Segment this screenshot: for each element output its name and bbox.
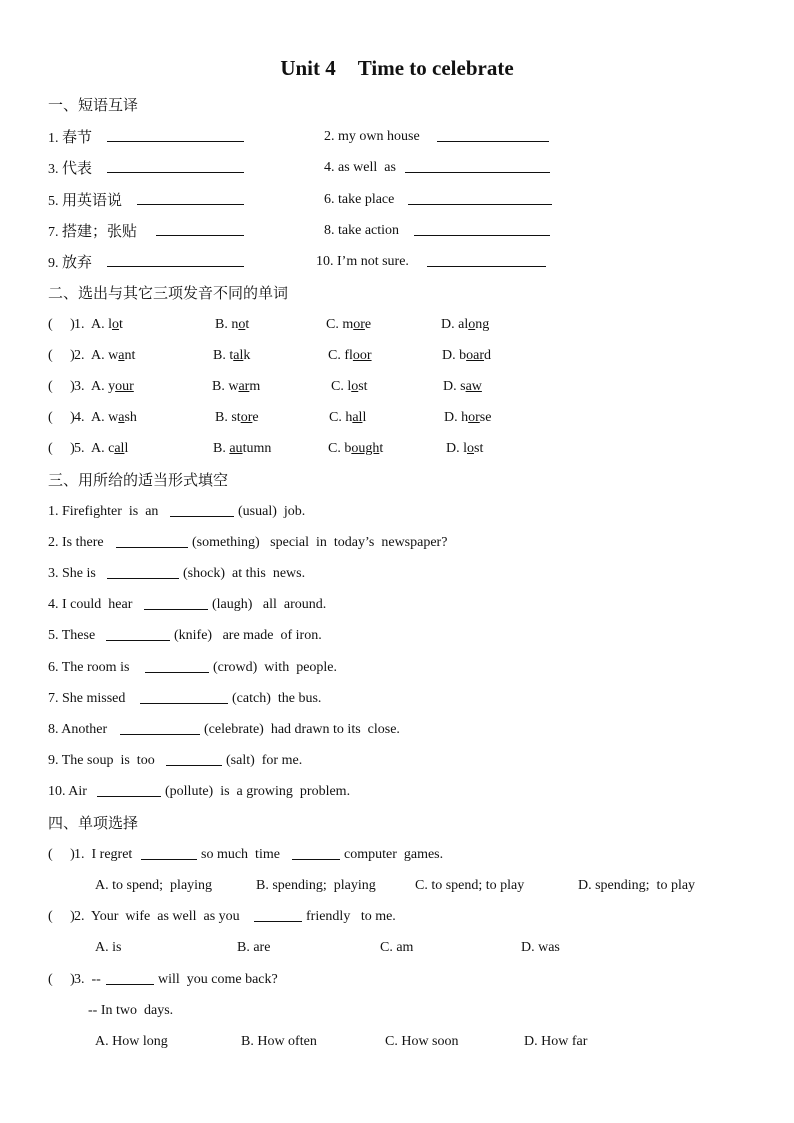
option-b: B. store — [215, 410, 259, 425]
option-a: A. your — [91, 379, 134, 394]
phrase-number: 1. — [48, 131, 59, 146]
answer-blank[interactable] — [120, 720, 200, 735]
answer-blank[interactable] — [427, 252, 546, 267]
fill-text: 2. Is there — [48, 535, 104, 550]
answer-blank[interactable] — [414, 221, 550, 236]
fill-hint: (laugh) all around. — [212, 597, 327, 612]
option-a[interactable]: A. How long — [95, 1034, 168, 1049]
answer-blank[interactable] — [170, 502, 234, 517]
mc-stem — [0, 970, 794, 994]
option-c: C. bought — [328, 441, 384, 456]
fill-hint: (pollute) is a growing problem. — [165, 784, 351, 799]
option-c: C. hall — [329, 410, 367, 425]
pronunciation-row — [0, 377, 794, 401]
answer-blank[interactable] — [107, 564, 179, 579]
answer-blank[interactable] — [106, 970, 154, 985]
answer-blank[interactable] — [141, 845, 197, 860]
phrase-text: 搭建；张贴 — [62, 222, 138, 240]
phrase-number: 6. — [324, 192, 335, 207]
option-d: D. board — [442, 348, 492, 363]
question-number: 4. — [74, 410, 85, 425]
fill-item — [0, 689, 794, 713]
option-c: C. lost — [331, 379, 368, 394]
stem-text: will you come back? — [158, 972, 278, 987]
option-c[interactable]: C. to spend; to play — [415, 878, 525, 893]
answer-blank[interactable] — [405, 158, 550, 173]
phrase-number: 7. — [48, 225, 59, 240]
pronunciation-row — [0, 408, 794, 432]
option-b[interactable]: B. How often — [241, 1034, 317, 1049]
phrase-text: my own house — [338, 129, 420, 144]
option-a: A. lot — [91, 317, 123, 332]
fill-item — [0, 720, 794, 744]
answer-paren[interactable]: ( ) — [48, 441, 75, 456]
section-heading-1: 一、短语互译 — [48, 96, 139, 114]
answer-blank[interactable] — [106, 626, 170, 641]
option-d: D. saw — [443, 379, 482, 394]
fill-item — [0, 782, 794, 806]
unit-label: Unit 4 — [280, 56, 336, 80]
phrase-number: 10. — [316, 254, 334, 269]
answer-blank[interactable] — [137, 190, 244, 205]
question-number: 3. — [74, 379, 85, 394]
stem-text: friendly to me. — [306, 909, 396, 924]
phrase-text: take action — [338, 223, 400, 238]
fill-item — [0, 564, 794, 588]
dialogue-answer: -- In two days. — [88, 1003, 174, 1018]
mc-options — [0, 938, 794, 962]
option-a[interactable]: A. is — [95, 940, 122, 955]
fill-item — [0, 502, 794, 526]
mc-options — [0, 1032, 794, 1056]
option-c[interactable]: C. How soon — [385, 1034, 459, 1049]
question-number: 5. — [74, 441, 85, 456]
phrase-row — [0, 190, 794, 214]
stem-text: 3. -- — [74, 972, 101, 987]
mc-answer-line — [0, 1001, 794, 1025]
fill-hint: (celebrate) had drawn to its close. — [204, 722, 400, 737]
answer-blank[interactable] — [254, 907, 302, 922]
fill-text: 7. She missed — [48, 691, 126, 706]
fill-text: 1. Firefighter is an — [48, 504, 159, 519]
answer-blank[interactable] — [107, 127, 244, 142]
fill-text: 8. Another — [48, 722, 108, 737]
answer-paren[interactable]: ( ) — [48, 972, 75, 987]
phrase-number: 3. — [48, 162, 59, 177]
answer-blank[interactable] — [116, 533, 188, 548]
phrase-row — [0, 127, 794, 151]
stem-text: so much time — [201, 847, 280, 862]
phrase-row — [0, 221, 794, 245]
section-heading-4: 四、单项选择 — [48, 814, 139, 832]
answer-blank[interactable] — [140, 689, 228, 704]
unit-name: Time to celebrate — [357, 56, 514, 80]
phrase-number: 2. — [324, 129, 335, 144]
answer-paren[interactable]: ( ) — [48, 379, 75, 394]
pronunciation-row — [0, 439, 794, 463]
answer-blank[interactable] — [437, 127, 549, 142]
option-b: B. talk — [213, 348, 251, 363]
fill-text: 10. Air — [48, 784, 87, 799]
phrase-row — [0, 158, 794, 182]
phrase-text: 用英语说 — [62, 191, 123, 209]
fill-item — [0, 626, 794, 650]
answer-blank[interactable] — [408, 190, 552, 205]
question-number: 1. — [74, 317, 85, 332]
answer-blank[interactable] — [107, 252, 244, 267]
page-title — [0, 56, 794, 81]
answer-paren[interactable]: ( ) — [48, 317, 75, 332]
section-heading-3: 三、用所给的适当形式填空 — [48, 471, 229, 489]
option-a: A. wash — [91, 410, 137, 425]
answer-paren[interactable]: ( ) — [48, 348, 75, 363]
answer-blank[interactable] — [292, 845, 340, 860]
fill-hint: (knife) are made of iron. — [174, 628, 322, 643]
phrase-text: as well as — [338, 160, 396, 175]
phrase-row — [0, 252, 794, 276]
option-a[interactable]: A. to spend; playing — [95, 878, 213, 893]
stem-text: 1. I regret — [74, 847, 133, 862]
option-b[interactable]: B. are — [237, 940, 271, 955]
fill-hint: (catch) the bus. — [232, 691, 322, 706]
mc-stem — [0, 845, 794, 869]
fill-hint: (something) special in today’s newspaper? — [192, 535, 448, 550]
fill-text: 6. The room is — [48, 660, 130, 675]
option-d[interactable]: D. spending; to play — [578, 878, 696, 893]
option-b: B. warm — [212, 379, 261, 394]
answer-paren[interactable]: ( ) — [48, 909, 75, 924]
fill-text: 4. I could hear — [48, 597, 133, 612]
fill-hint: (crowd) with people. — [213, 660, 338, 675]
answer-blank[interactable] — [144, 595, 208, 610]
answer-blank[interactable] — [145, 658, 209, 673]
stem-text: computer games. — [344, 847, 444, 862]
option-b: B. autumn — [213, 441, 272, 456]
option-a: A. call — [91, 441, 129, 456]
option-d[interactable]: D. was — [521, 940, 560, 955]
phrase-text: I’m not sure. — [337, 254, 409, 269]
answer-blank[interactable] — [107, 158, 244, 173]
option-d: D. along — [441, 317, 490, 332]
fill-hint: (salt) for me. — [226, 753, 303, 768]
answer-paren[interactable]: ( ) — [48, 410, 75, 425]
phrase-number: 9. — [48, 256, 59, 271]
option-d: D. horse — [444, 410, 492, 425]
option-d[interactable]: D. How far — [524, 1034, 588, 1049]
fill-item — [0, 658, 794, 682]
phrase-number: 8. — [324, 223, 335, 238]
fill-text: 3. She is — [48, 566, 96, 581]
mc-options — [0, 876, 794, 900]
option-c: C. more — [326, 317, 372, 332]
phrase-number: 5. — [48, 194, 59, 209]
phrase-text: 放弃 — [62, 253, 93, 271]
phrase-text: take place — [338, 192, 395, 207]
option-c[interactable]: C. am — [380, 940, 414, 955]
fill-text: 5. These — [48, 628, 96, 643]
answer-blank[interactable] — [156, 221, 244, 236]
fill-hint: (shock) at this news. — [183, 566, 306, 581]
fill-item — [0, 595, 794, 619]
fill-hint: (usual) job. — [238, 504, 306, 519]
phrase-number: 4. — [324, 160, 335, 175]
mc-stem — [0, 907, 794, 931]
section-heading-2: 二、选出与其它三项发音不同的单词 — [48, 284, 289, 302]
option-d: D. lost — [446, 441, 484, 456]
stem-text: 2. Your wife as well as you — [74, 909, 240, 924]
answer-paren[interactable]: ( ) — [48, 847, 75, 862]
option-a: A. want — [91, 348, 136, 363]
fill-item — [0, 751, 794, 775]
fill-text: 9. The soup is too — [48, 753, 155, 768]
question-number: 2. — [74, 348, 85, 363]
phrase-text: 春节 — [62, 128, 93, 146]
phrase-text: 代表 — [62, 159, 93, 177]
answer-blank[interactable] — [166, 751, 222, 766]
answer-blank[interactable] — [97, 782, 161, 797]
pronunciation-row — [0, 315, 794, 339]
option-b[interactable]: B. spending; playing — [256, 878, 376, 893]
fill-item — [0, 533, 794, 557]
option-b: B. not — [215, 317, 250, 332]
option-c: C. floor — [328, 348, 372, 363]
pronunciation-row — [0, 346, 794, 370]
